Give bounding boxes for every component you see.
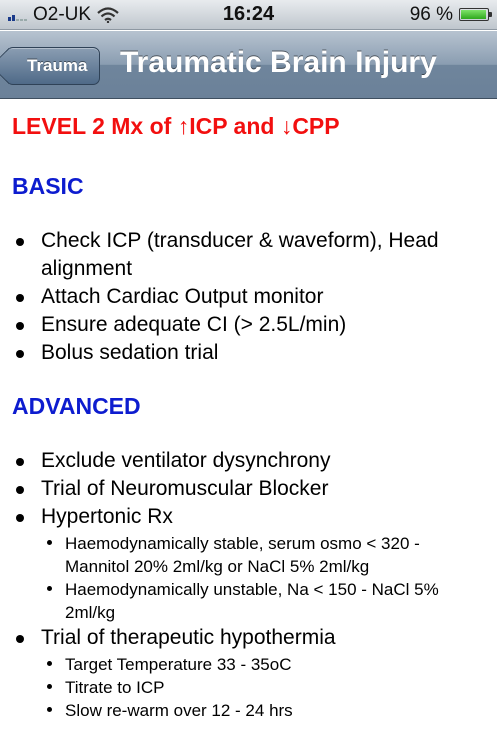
sub-list-item: Haemodynamically unstable, Na < 150 - NaCl 5% 2ml/kg xyxy=(41,578,485,624)
list-item xyxy=(12,624,485,722)
level-heading: LEVEL 2 Mx of ↑ICP and ↓CPP xyxy=(12,113,340,139)
hypertonic-sublist xyxy=(41,532,485,624)
list-item-text: Trial of Neuromuscular Blocker xyxy=(41,477,329,500)
hypothermia-sublist xyxy=(41,653,485,722)
status-bar xyxy=(0,0,497,30)
list-item: Bolus sedation trial xyxy=(12,339,485,367)
sub-list-item: Titrate to ICP xyxy=(41,676,485,699)
sub-list-item: Target Temperature 33 - 35oC xyxy=(41,653,485,676)
list-item xyxy=(12,475,485,503)
advanced-section-title: ADVANCED xyxy=(12,393,141,419)
list-item: Ensure adequate CI (> 2.5L/min) xyxy=(12,311,485,339)
list-item: Attach Cardiac Output monitor xyxy=(12,283,485,311)
back-button[interactable] xyxy=(6,47,100,85)
list-item-text: Exclude ventilator dysynchrony xyxy=(41,449,331,472)
carrier-name: O2-UK xyxy=(33,3,92,25)
basic-section-title: BASIC xyxy=(12,173,84,199)
list-item-text: Hypertonic Rx xyxy=(41,505,173,528)
list-item: Check ICP (transducer & waveform), Head alignment xyxy=(12,227,485,283)
wifi-icon xyxy=(97,7,119,23)
list-item xyxy=(12,503,485,624)
battery-icon xyxy=(459,8,489,21)
advanced-list xyxy=(12,447,485,722)
list-item-text: Trial of therapeutic hypothermia xyxy=(41,626,336,649)
content-area xyxy=(0,100,497,722)
status-left xyxy=(8,4,178,26)
basic-list xyxy=(12,227,485,367)
list-item xyxy=(12,447,485,475)
back-button-label: Trauma xyxy=(27,56,88,75)
signal-strength-icon xyxy=(8,9,27,21)
navigation-bar xyxy=(0,31,497,99)
status-time: 16:24 xyxy=(222,3,275,25)
battery-percentage: 96 % xyxy=(409,3,453,25)
status-right xyxy=(319,4,489,26)
sub-list-item: Haemodynamically stable, serum osmo < 320 - Mannitol 20% 2ml/kg or NaCl 5% 2ml/kg xyxy=(41,532,485,578)
sub-list-item: Slow re-warm over 12 - 24 hrs xyxy=(41,699,485,722)
page-title: Traumatic Brain Injury xyxy=(120,46,437,79)
